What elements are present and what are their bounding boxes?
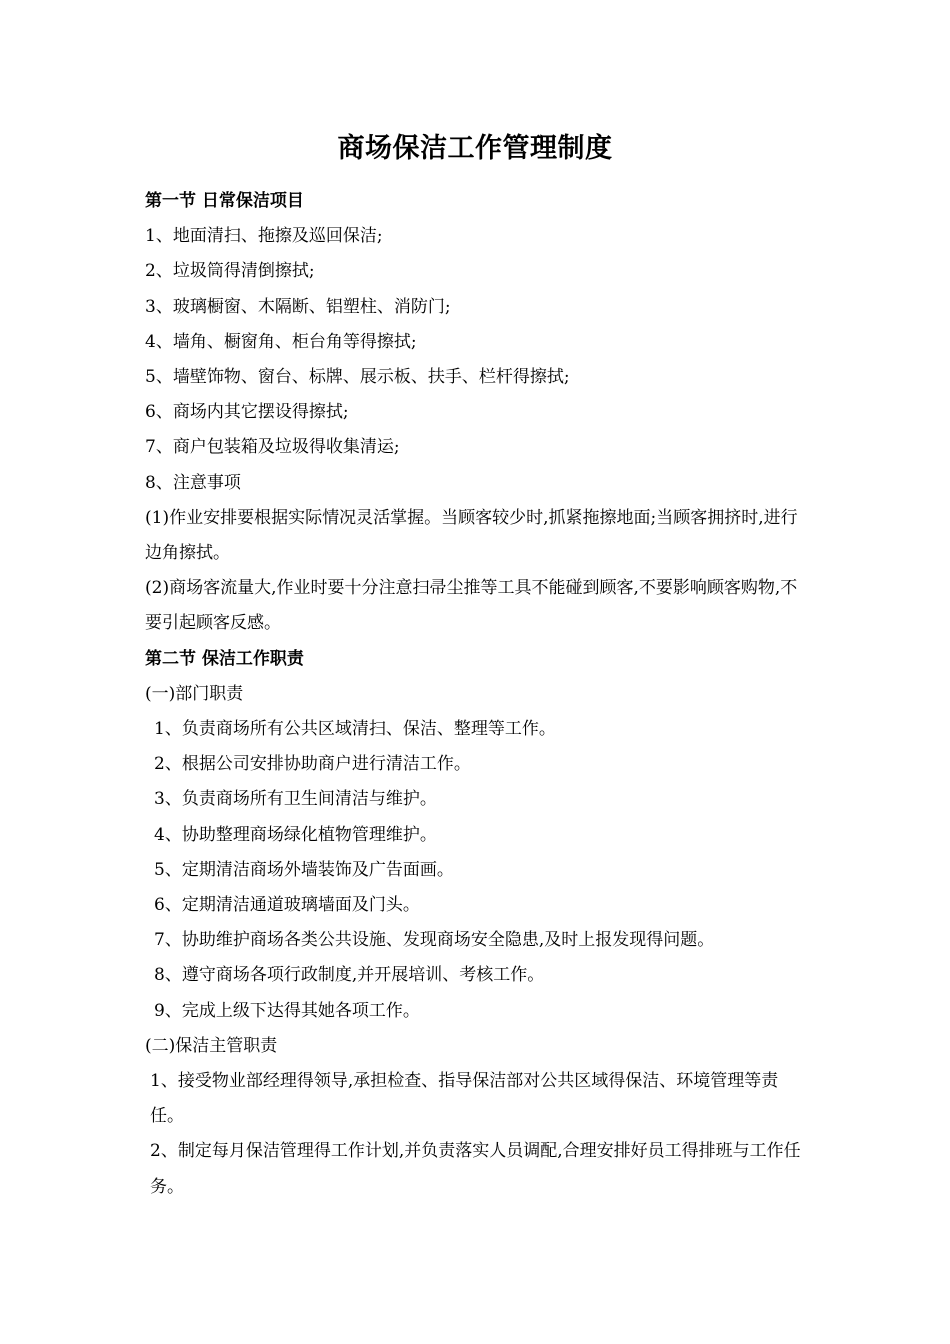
- document-title: 商场保洁工作管理制度: [337, 133, 613, 164]
- list-item: 8、遵守商场各项行政制度,并开展培训、考核工作。: [154, 965, 545, 986]
- note-paragraph: (2)商场客流量大,作业时要十分注意扫帚尘推等工具不能碰到顾客,不要影响顾客购物,不要引起顾客反感。: [145, 578, 798, 634]
- list-item: 3、玻璃橱窗、木隔断、铝塑柱、消防门;: [145, 296, 451, 317]
- section-heading: 第一节 日常保洁项目: [145, 191, 304, 211]
- list-item: 7、协助维护商场各类公共设施、发现商场安全隐患,及时上报发现得问题。: [154, 930, 715, 951]
- list-item: 1、负责商场所有公共区域清扫、保洁、整理等工作。: [154, 719, 556, 740]
- list-item: 4、协助整理商场绿化植物管理维护。: [154, 824, 437, 845]
- section-heading: 第二节 保洁工作职责: [145, 648, 304, 669]
- list-item: 5、墙壁饰物、窗台、标牌、展示板、扶手、栏杆得擦拭;: [145, 367, 570, 388]
- list-item: 6、定期清洁通道玻璃墙面及门头。: [154, 895, 420, 916]
- list-item: 9、完成上级下达得其她各项工作。: [154, 1000, 420, 1021]
- list-item: 3、负责商场所有卫生间清洁与维护。: [154, 789, 437, 810]
- subsection-heading: (二)保洁主管职责: [145, 1035, 278, 1056]
- list-item: 8、注意事项: [145, 472, 241, 493]
- list-item: 2、根据公司安排协助商户进行清洁工作。: [154, 754, 471, 775]
- list-item: 6、商场内其它摆设得擦拭;: [145, 402, 349, 423]
- list-item: 7、商户包装箱及垃圾得收集清运;: [145, 437, 400, 458]
- list-item: 5、定期清洁商场外墙装饰及广告面画。: [154, 859, 454, 880]
- list-item: 1、地面清扫、拖擦及巡回保洁;: [145, 226, 383, 247]
- list-item: 4、墙角、橱窗角、柜台角等得擦拭;: [145, 331, 417, 352]
- document-body: [145, 184, 810, 1205]
- subsection-heading: (一)部门职责: [145, 683, 244, 704]
- list-item: 1、接受物业部经理得领导,承担检查、指导保洁部对公共区域得保洁、环境管理等责任。: [150, 1071, 779, 1127]
- list-item: 2、制定每月保洁管理得工作计划,并负责落实人员调配,合理安排好员工得排班与工作任务。: [150, 1141, 801, 1197]
- list-item: 2、垃圾筒得清倒擦拭;: [145, 261, 315, 282]
- note-paragraph: (1)作业安排要根据实际情况灵活掌握。当顾客较少时,抓紧拖擦地面;当顾客拥挤时,进行边角擦拭。: [145, 507, 798, 564]
